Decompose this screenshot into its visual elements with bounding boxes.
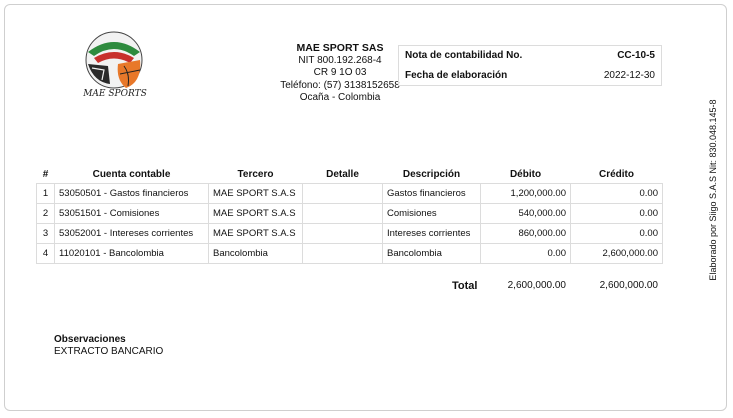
table-row [37,224,663,244]
cell-credito: 2,600,000.00 [571,244,663,264]
document-number-value: CC-10-5 [617,50,655,61]
company-address: CR 9 1O 03 [313,67,367,78]
cell-cuenta: 11020101 - Bancolombia [55,244,209,264]
company-logo [74,30,156,100]
header-tercero: Tercero [237,168,274,180]
cell-index: 3 [37,224,55,244]
entries-table [36,165,663,264]
cell-tercero: Bancolombia [209,244,303,264]
cell-debito: 1,200,000.00 [481,184,571,204]
cell-detalle [303,184,383,204]
vendor-credit-text: Elaborado por Siigo S.A.S Nit: 830.048.145-8 [708,99,718,281]
cell-descripcion: Comisiones [383,204,481,224]
total-credito: 2,600,000.00 [599,280,658,291]
company-phone: Teléfono: (57) 3138152658 [280,79,400,91]
document-info-box [398,45,662,86]
observations-title: Observaciones [54,334,126,345]
cell-credito: 0.00 [571,204,663,224]
cell-index: 4 [37,244,55,264]
table-row [37,184,663,204]
cell-cuenta: 53052001 - Intereses corrientes [55,224,209,244]
cell-credito: 0.00 [571,184,663,204]
header-cuenta: Cuenta contable [92,168,171,180]
observations-text: EXTRACTO BANCARIO [54,346,164,357]
header-debito: Débito [509,168,542,180]
cell-descripcion: Gastos financieros [383,184,481,204]
table-row [37,204,663,224]
cell-debito: 0.00 [481,244,571,264]
company-name: MAE SPORT SAS [296,42,384,54]
company-nit: NIT 800.192.268-4 [298,54,382,66]
document-number-label: Nota de contabilidad No. [405,50,523,61]
cell-tercero: MAE SPORT S.A.S [209,204,303,224]
logo-text: MAE SPORTS [83,89,147,99]
total-label: Total [452,280,478,292]
document-date-label: Fecha de elaboración [405,70,508,81]
observations [54,334,163,358]
cell-index: 2 [37,204,55,224]
table-row [37,244,663,264]
cell-tercero: MAE SPORT S.A.S [209,184,303,204]
cell-detalle [303,204,383,224]
cell-credito: 0.00 [571,224,663,244]
logo-graphic [74,30,156,100]
header-credito: Crédito [599,168,634,180]
cell-descripcion: Intereses corrientes [383,224,481,244]
document-date-value: 2022-12-30 [603,70,655,81]
cell-cuenta: 53051501 - Comisiones [55,204,209,224]
document-date-row [399,65,661,85]
cell-debito: 540,000.00 [481,204,571,224]
cell-index: 1 [37,184,55,204]
document-number-row [399,46,661,65]
cell-cuenta: 53050501 - Gastos financieros [55,184,209,204]
header-index: # [42,168,49,180]
vendor-credit [700,90,726,290]
cell-detalle [303,224,383,244]
cell-debito: 860,000.00 [481,224,571,244]
cell-detalle [303,244,383,264]
cell-tercero: MAE SPORT S.A.S [209,224,303,244]
company-city: Ocaña - Colombia [299,92,381,103]
total-debito: 2,600,000.00 [507,280,566,291]
company-info [276,42,404,105]
header-descripcion: Descripción [402,168,461,180]
cell-descripcion: Bancolombia [383,244,481,264]
header-detalle: Detalle [326,168,359,180]
table-header-row [37,165,663,184]
